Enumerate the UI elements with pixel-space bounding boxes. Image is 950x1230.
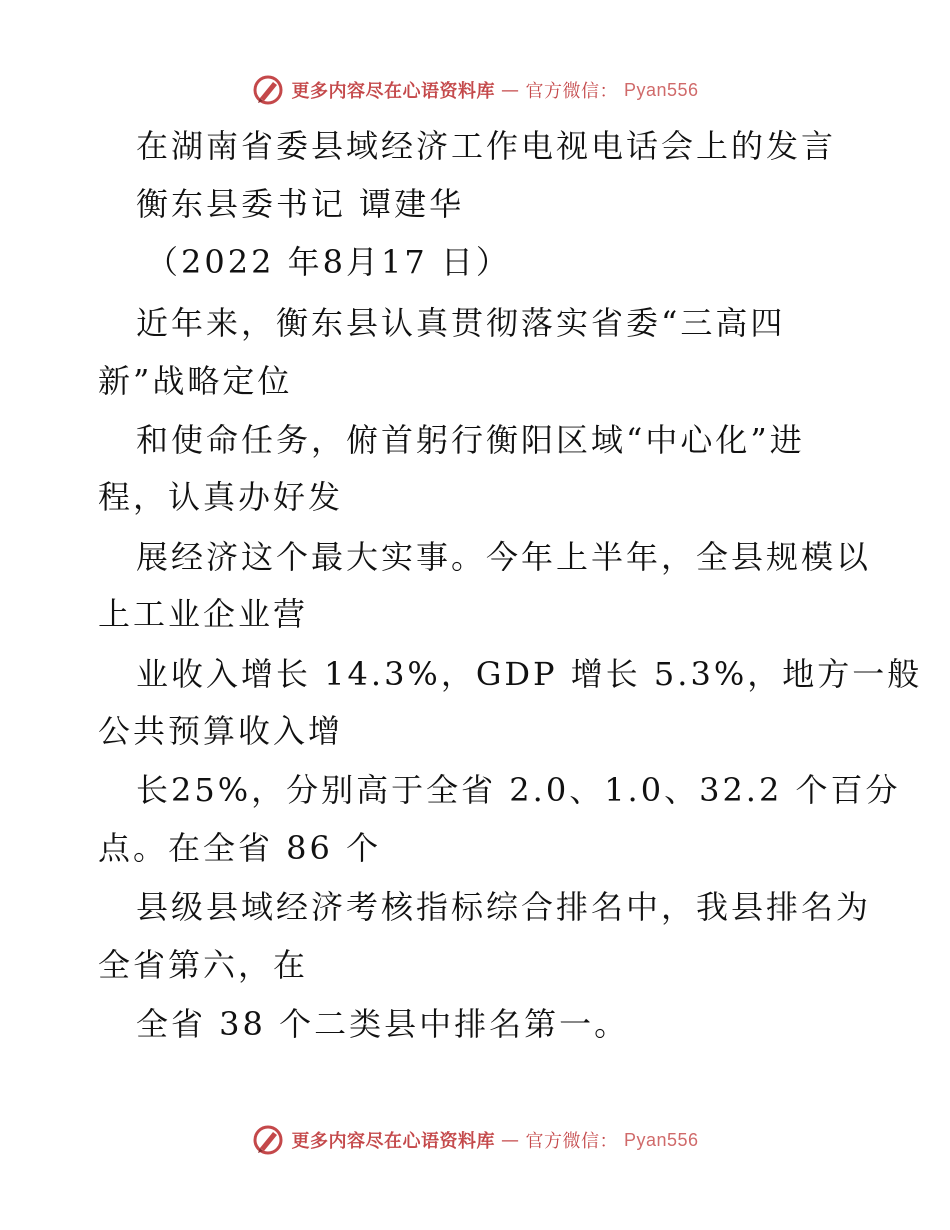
paragraph-line: 长25%，分别高于全省 2.0、1.0、32.2 个百分 <box>136 771 901 809</box>
paragraph-line: 近年来，衡东县认真贯彻落实省委“三高四 <box>136 304 786 342</box>
speaker-line: 衡东县委书记 谭建华 <box>136 185 465 223</box>
banner-wechat-label: 官方微信： <box>525 81 618 102</box>
paragraph-line: 业收入增长 14.3%，GDP 增长 5.3%，地方一般 <box>136 655 923 693</box>
paragraph-line: 程，认真办好发 <box>98 478 344 516</box>
paragraph-line: 全省 38 个二类县中排名第一。 <box>136 1005 630 1043</box>
banner-dash: — <box>500 79 520 101</box>
banner-wechat-id: Pyan556 <box>623 79 699 100</box>
paragraph-line: 和使命任务，俯首躬行衡阳区域“中心化”进 <box>136 421 805 459</box>
paragraph-line: 全省第六，在 <box>98 946 309 984</box>
speech-title: 在湖南省委县域经济工作电视电话会上的发言 <box>136 127 837 165</box>
date-line: （2022 年8月17 日） <box>146 243 511 281</box>
paragraph-line: 公共预算收入增 <box>98 712 344 750</box>
footer-banner <box>0 1120 950 1160</box>
paragraph-line: 展经济这个最大实事。今年上半年，全县规模以 <box>136 538 872 576</box>
paragraph-line: 新”战略定位 <box>98 362 293 400</box>
banner-dash: — <box>500 1129 520 1151</box>
paragraph-line: 县级县域经济考核指标综合排名中，我县排名为 <box>136 888 872 926</box>
paragraph-line: 上工业企业营 <box>98 595 309 633</box>
banner-wechat-id: Pyan556 <box>623 1129 699 1150</box>
paragraph-line: 点。在全省 86 个 <box>98 829 382 867</box>
banner-text: 更多内容尽在心语资料库 <box>291 81 495 102</box>
header-banner <box>0 70 950 110</box>
pen-logo-icon <box>251 1123 285 1157</box>
banner-wechat-label: 官方微信： <box>525 1131 618 1152</box>
pen-logo-icon <box>251 73 285 107</box>
banner-text: 更多内容尽在心语资料库 <box>291 1131 495 1152</box>
